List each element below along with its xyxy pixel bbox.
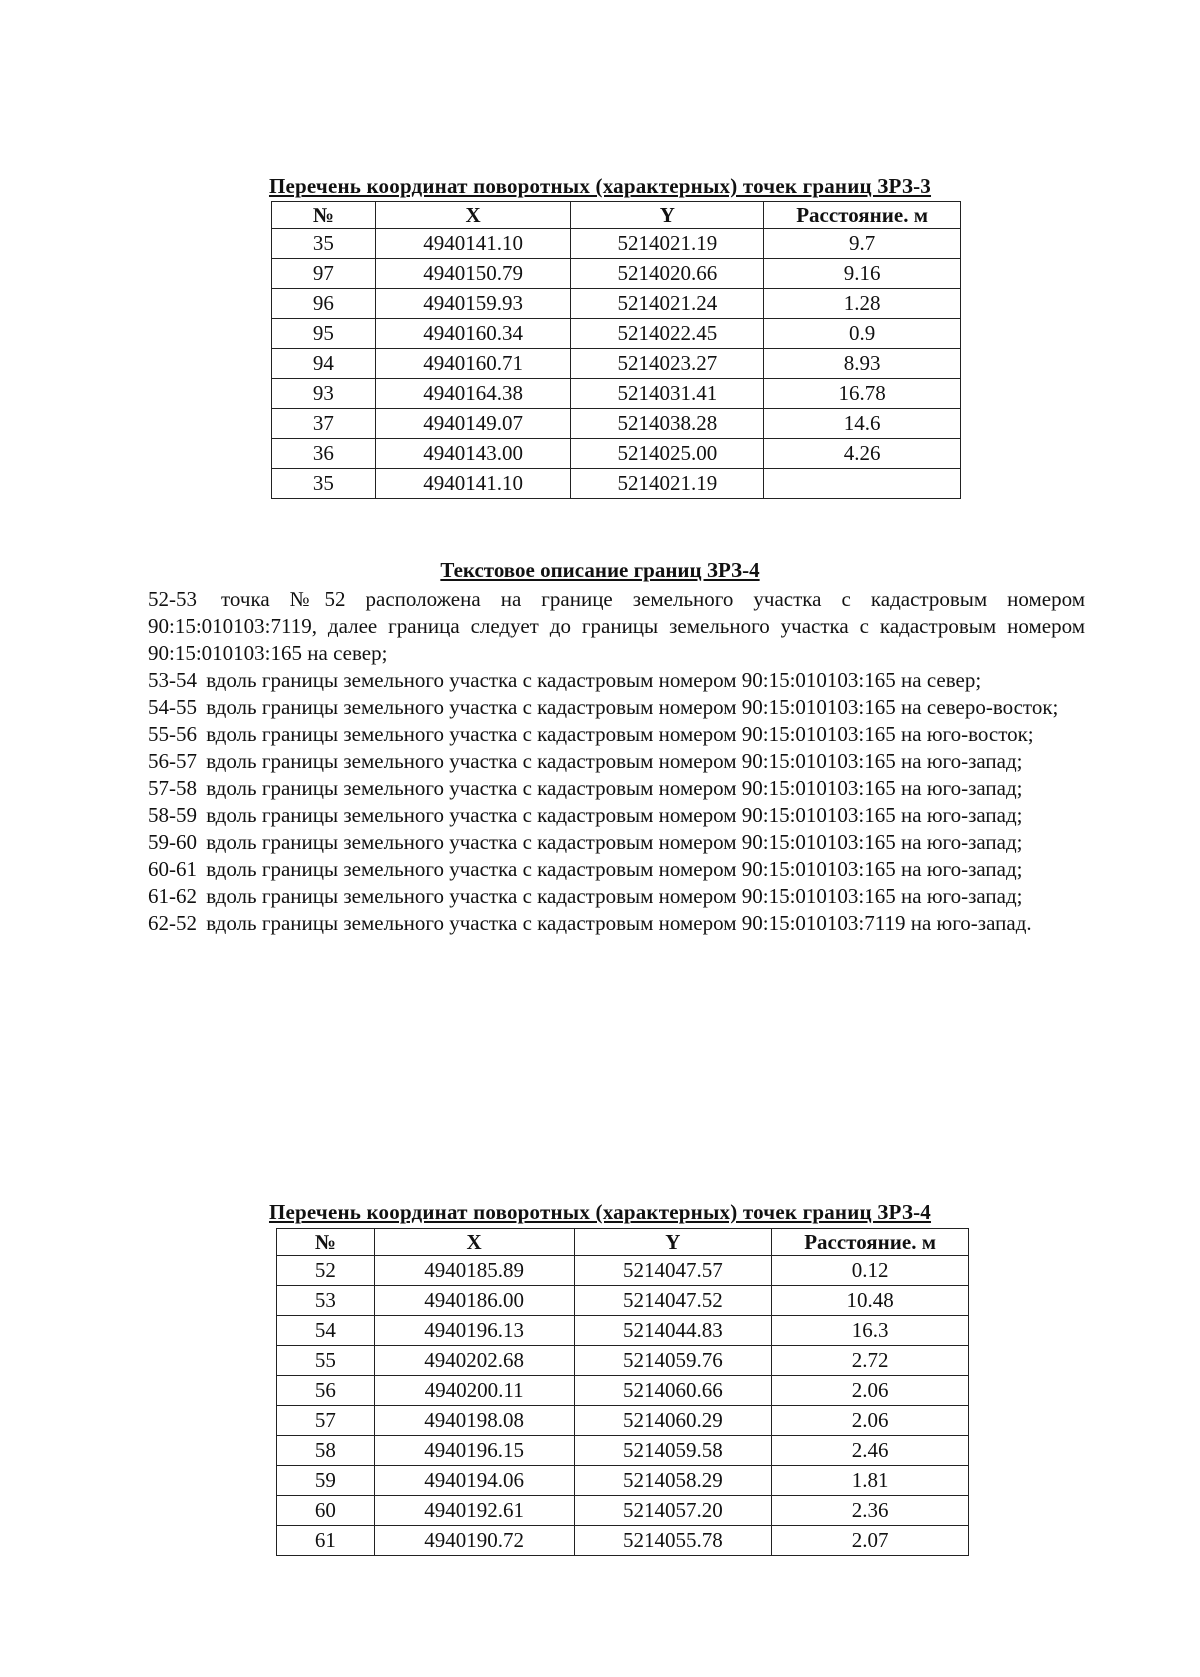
cell-number: 52: [277, 1256, 375, 1286]
cell-number: 94: [272, 349, 376, 379]
segment-label: 60-61: [148, 857, 197, 881]
table-row: [272, 259, 961, 289]
table-row: [277, 1256, 969, 1286]
table-row: [277, 1466, 969, 1496]
segment-label: 52-53: [148, 587, 197, 611]
cell-distance: 1.28: [764, 289, 961, 319]
segment-text: вдоль границы земельного участка с кадастровым номером 90:15:010103:165 на юго-запад;: [206, 857, 1023, 881]
cell-distance: 14.6: [764, 409, 961, 439]
cell-x: 4940141.10: [375, 469, 571, 499]
segment-text: вдоль границы земельного участка с кадастровым номером 90:15:010103:7119 на юго-запад.: [206, 911, 1032, 935]
header-number: №: [277, 1229, 375, 1256]
cell-x: 4940164.38: [375, 379, 571, 409]
cell-distance: 2.46: [772, 1436, 969, 1466]
table-row: [272, 379, 961, 409]
table-row: [272, 409, 961, 439]
cell-y: 5214047.57: [574, 1256, 772, 1286]
cell-x: 4940150.79: [375, 259, 571, 289]
cell-x: 4940196.13: [374, 1316, 574, 1346]
header-distance: Расстояние. м: [772, 1229, 969, 1256]
description-item: [148, 829, 1085, 856]
cell-y: 5214047.52: [574, 1286, 772, 1316]
cell-y: 5214021.19: [571, 469, 764, 499]
cell-y: 5214044.83: [574, 1316, 772, 1346]
segment-label: 54-55: [148, 695, 197, 719]
header-x: X: [375, 202, 571, 229]
segment-label: 53-54: [148, 668, 197, 692]
cell-distance: 2.06: [772, 1376, 969, 1406]
cell-distance: 2.06: [772, 1406, 969, 1436]
segment-text: вдоль границы земельного участка с кадастровым номером 90:15:010103:165 на юго-запад;: [206, 776, 1023, 800]
cell-x: 4940190.72: [374, 1526, 574, 1556]
table-zrz4-title: Перечень координат поворотных (характерных) точек границ ЗРЗ-4: [268, 1200, 932, 1224]
table-body: [272, 229, 961, 499]
cell-distance: 8.93: [764, 349, 961, 379]
cell-y: 5214021.24: [571, 289, 764, 319]
table-row: [277, 1376, 969, 1406]
cell-x: 4940200.11: [374, 1376, 574, 1406]
cell-y: 5214038.28: [571, 409, 764, 439]
segment-text: вдоль границы земельного участка с кадастровым номером 90:15:010103:165 на юго-запад;: [206, 749, 1023, 773]
cell-distance: 9.7: [764, 229, 961, 259]
segment-text: вдоль границы земельного участка с кадастровым номером 90:15:010103:165 на юго-запад;: [206, 830, 1023, 854]
description-item: [148, 802, 1085, 829]
table-row: [277, 1286, 969, 1316]
cell-distance: 2.36: [772, 1496, 969, 1526]
cell-number: 97: [272, 259, 376, 289]
description-item: [148, 775, 1085, 802]
segment-label: 59-60: [148, 830, 197, 854]
cell-y: 5214031.41: [571, 379, 764, 409]
segment-text: вдоль границы земельного участка с кадастровым номером 90:15:010103:165 на север;: [206, 668, 982, 692]
cell-number: 95: [272, 319, 376, 349]
cell-distance: 16.78: [764, 379, 961, 409]
cell-distance: 4.26: [764, 439, 961, 469]
segment-label: 62-52: [148, 911, 197, 935]
cell-number: 61: [277, 1526, 375, 1556]
cell-distance: 10.48: [772, 1286, 969, 1316]
description-item: [148, 883, 1085, 910]
cell-y: 5214058.29: [574, 1466, 772, 1496]
cell-y: 5214057.20: [574, 1496, 772, 1526]
cell-y: 5214059.58: [574, 1436, 772, 1466]
cell-distance: 2.07: [772, 1526, 969, 1556]
table-row: [272, 229, 961, 259]
cell-y: 5214060.66: [574, 1376, 772, 1406]
coordinates-table-zrz3: [271, 201, 961, 499]
cell-y: 5214023.27: [571, 349, 764, 379]
header-y: Y: [571, 202, 764, 229]
cell-y: 5214020.66: [571, 259, 764, 289]
cell-number: 35: [272, 469, 376, 499]
description-item: [148, 667, 1085, 694]
segment-label: 56-57: [148, 749, 197, 773]
cell-number: 37: [272, 409, 376, 439]
segment-text: точка №52 расположена на границе земельного участка с кадастровым номером 90:15:010103:7119, далее граница следует до границы земельного участка с кадастровым номером 90:15:010103:165 на север;: [148, 587, 1086, 665]
cell-x: 4940194.06: [374, 1466, 574, 1496]
description-item: [148, 694, 1085, 721]
table-row: [277, 1496, 969, 1526]
cell-x: 4940160.34: [375, 319, 571, 349]
table-header-row: [277, 1229, 969, 1256]
segment-text: вдоль границы земельного участка с кадастровым номером 90:15:010103:165 на северо-восток;: [206, 695, 1059, 719]
cell-number: 96: [272, 289, 376, 319]
cell-number: 56: [277, 1376, 375, 1406]
table-body: [277, 1256, 969, 1556]
cell-x: 4940196.15: [374, 1436, 574, 1466]
description-item: [148, 721, 1085, 748]
header-distance: Расстояние. м: [764, 202, 961, 229]
cell-number: 36: [272, 439, 376, 469]
cell-distance: 9.16: [764, 259, 961, 289]
segment-label: 57-58: [148, 776, 197, 800]
segment-label: 55-56: [148, 722, 197, 746]
cell-number: 55: [277, 1346, 375, 1376]
cell-number: 59: [277, 1466, 375, 1496]
table-header-row: [272, 202, 961, 229]
table-row: [277, 1436, 969, 1466]
description-item: [148, 910, 1085, 937]
segment-text: вдоль границы земельного участка с кадастровым номером 90:15:010103:165 на юго-запад;: [206, 884, 1023, 908]
cell-distance: 2.72: [772, 1346, 969, 1376]
cell-distance: [764, 469, 961, 499]
header-y: Y: [574, 1229, 772, 1256]
segment-label: 61-62: [148, 884, 197, 908]
table-row: [277, 1526, 969, 1556]
cell-y: 5214021.19: [571, 229, 764, 259]
cell-number: 60: [277, 1496, 375, 1526]
cell-y: 5214060.29: [574, 1406, 772, 1436]
cell-number: 58: [277, 1436, 375, 1466]
cell-x: 4940160.71: [375, 349, 571, 379]
description-item: [148, 748, 1085, 775]
cell-x: 4940149.07: [375, 409, 571, 439]
cell-number: 35: [272, 229, 376, 259]
cell-y: 5214055.78: [574, 1526, 772, 1556]
table-row: [272, 439, 961, 469]
cell-x: 4940198.08: [374, 1406, 574, 1436]
cell-number: 54: [277, 1316, 375, 1346]
description-zrz4-title: Текстовое описание границ ЗРЗ-4: [440, 558, 760, 582]
cell-distance: 1.81: [772, 1466, 969, 1496]
cell-x: 4940202.68: [374, 1346, 574, 1376]
table-row: [277, 1316, 969, 1346]
description-item: [148, 856, 1085, 883]
cell-distance: 0.12: [772, 1256, 969, 1286]
cell-x: 4940186.00: [374, 1286, 574, 1316]
cell-number: 93: [272, 379, 376, 409]
cell-x: 4940141.10: [375, 229, 571, 259]
coordinates-table-zrz4: [276, 1228, 969, 1556]
table-row: [277, 1346, 969, 1376]
cell-number: 53: [277, 1286, 375, 1316]
table-row: [272, 349, 961, 379]
cell-x: 4940143.00: [375, 439, 571, 469]
table-row: [272, 289, 961, 319]
header-x: X: [374, 1229, 574, 1256]
table-row: [272, 319, 961, 349]
segment-text: вдоль границы земельного участка с кадастровым номером 90:15:010103:165 на юго-восток;: [206, 722, 1034, 746]
cell-number: 57: [277, 1406, 375, 1436]
boundary-description: [148, 586, 1085, 937]
table-row: [272, 469, 961, 499]
cell-y: 5214025.00: [571, 439, 764, 469]
cell-x: 4940159.93: [375, 289, 571, 319]
cell-y: 5214022.45: [571, 319, 764, 349]
cell-x: 4940192.61: [374, 1496, 574, 1526]
description-item: [148, 586, 1085, 667]
table-zrz3-title: Перечень координат поворотных (характерных) точек границ ЗРЗ-3: [268, 174, 932, 198]
header-number: №: [272, 202, 376, 229]
cell-x: 4940185.89: [374, 1256, 574, 1286]
cell-distance: 0.9: [764, 319, 961, 349]
segment-label: 58-59: [148, 803, 197, 827]
cell-distance: 16.3: [772, 1316, 969, 1346]
table-row: [277, 1406, 969, 1436]
segment-text: вдоль границы земельного участка с кадастровым номером 90:15:010103:165 на юго-запад;: [206, 803, 1023, 827]
cell-y: 5214059.76: [574, 1346, 772, 1376]
